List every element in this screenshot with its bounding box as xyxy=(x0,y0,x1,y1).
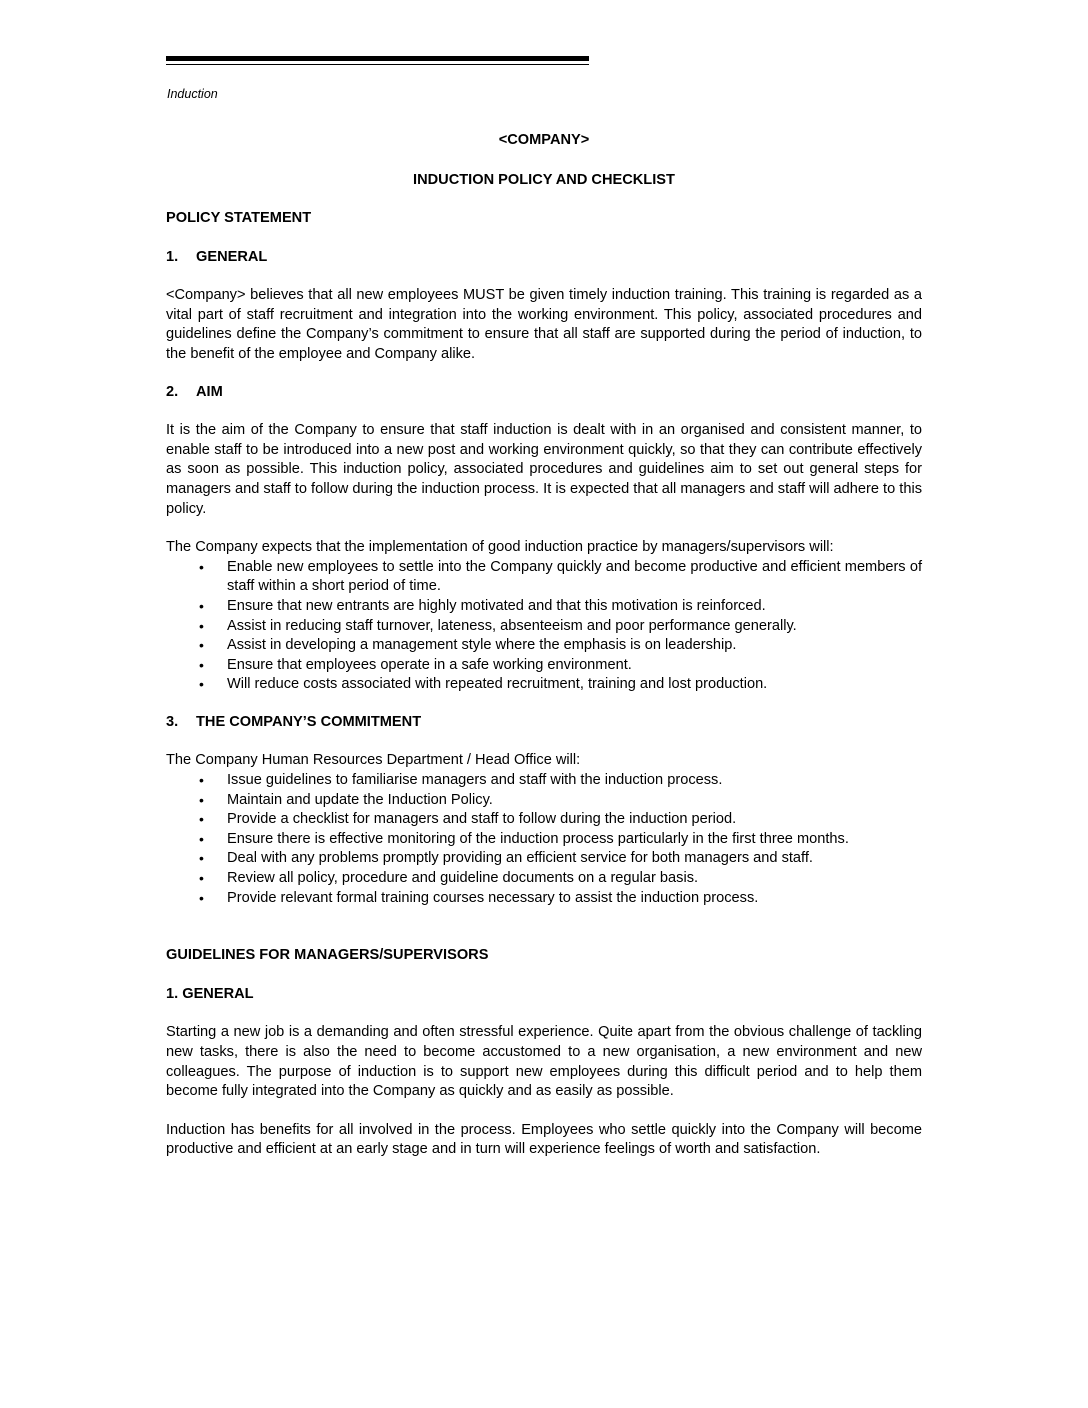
general-paragraph: <Company> believes that all new employees MUST be given timely induction training. This training is regarded as a vital part of staff recruitment and integration into the working environment. This policy, associated procedures and guidelines define the Company’s commitment to ensure that all staff are supported during the period of induction, to the benefit of the employee and Company alike. xyxy=(166,287,922,362)
commitment-bullet-list xyxy=(166,771,922,908)
bullet-icon: • xyxy=(199,597,204,614)
list-item: • Deal with any problems promptly providing an efficient service for both managers and staff. xyxy=(166,849,922,869)
company-title: <COMPANY> xyxy=(498,132,590,148)
policy-statement-heading: POLICY STATEMENT xyxy=(166,210,312,226)
list-item: • Ensure that new entrants are highly motivated and that this motivation is reinforced. xyxy=(166,597,922,617)
document-title: INDUCTION POLICY AND CHECKLIST xyxy=(413,172,675,188)
list-item: • Provide a checklist for managers and staff to follow during the induction period. xyxy=(166,810,922,830)
bullet-icon: • xyxy=(199,850,204,867)
bullet-icon: • xyxy=(199,676,204,693)
aim-paragraph: It is the aim of the Company to ensure that staff induction is dealt with in an organised and consistent manner, to enable staff to be introduced into a new post and working environment quickly, so that they can contribute effectively as soon as possible. This induction policy, associated procedures and guidelines aim to set out general steps for managers and staff to follow during the induction process. It is expected that all managers and staff will adhere to this policy. xyxy=(166,422,922,517)
aim-bullet-list xyxy=(166,558,922,695)
section-number: 1. xyxy=(166,248,179,265)
aim-expects-intro: The Company expects that the implementation of good induction practice by managers/supervisors will: xyxy=(166,539,834,556)
commitment-intro: The Company Human Resources Department / Head Office will: xyxy=(166,752,581,769)
bullet-icon: • xyxy=(199,656,204,673)
list-item: • Will reduce costs associated with repeated recruitment, training and lost production. xyxy=(166,675,922,695)
document-body xyxy=(166,131,922,1160)
bullet-icon: • xyxy=(199,791,204,808)
bullet-icon: • xyxy=(199,772,204,789)
section-title: AIM xyxy=(196,383,223,400)
section-number: 2. xyxy=(166,383,179,400)
section-number: 3. xyxy=(166,713,179,730)
guidelines-paragraph-1: Starting a new job is a demanding and often stressful experience. Quite apart from the obvious challenge of tackling new tasks, there is also the need to become accustomed to a new organisation, a new environment and new colleagues. The purpose of induction is to support new employees during this difficult period and to help them become fully integrated into the Company as quickly and as easily as possible. xyxy=(166,1024,922,1100)
list-item: • Assist in reducing staff turnover, lateness, absenteeism and poor performance generally. xyxy=(166,617,922,637)
guidelines-heading: GUIDELINES FOR MANAGERS/SUPERVISORS xyxy=(166,947,489,964)
list-item: • Ensure that employees operate in a safe working environment. xyxy=(166,656,922,676)
section-general-heading xyxy=(166,248,922,268)
list-item: • Maintain and update the Induction Policy. xyxy=(166,791,922,811)
list-item: • Review all policy, procedure and guideline documents on a regular basis. xyxy=(166,869,922,889)
header-rule-thin xyxy=(166,64,589,65)
guidelines-general-heading: 1. GENERAL xyxy=(166,985,254,1002)
running-header: Induction xyxy=(167,87,218,101)
bullet-icon: • xyxy=(199,637,204,654)
header-rule-thick xyxy=(166,56,589,61)
section-title: THE COMPANY’S COMMITMENT xyxy=(196,713,422,730)
bullet-icon: • xyxy=(199,889,204,906)
bullet-icon: • xyxy=(199,870,204,887)
bullet-icon: • xyxy=(199,558,204,575)
bullet-icon: • xyxy=(199,811,204,828)
bullet-icon: • xyxy=(199,617,204,634)
list-item: • Issue guidelines to familiarise managers and staff with the induction process. xyxy=(166,771,922,791)
section-title: GENERAL xyxy=(196,248,268,265)
bullet-icon: • xyxy=(199,830,204,847)
section-aim-heading xyxy=(166,383,922,403)
section-commitment-heading xyxy=(166,713,922,733)
guidelines-paragraph-2: Induction has benefits for all involved in the process. Employees who settle quickly into the Company will become productive and efficient at an early stage and in turn will experience feelings of worth and satisfaction. xyxy=(166,1121,922,1158)
list-item: • Provide relevant formal training courses necessary to assist the induction process. xyxy=(166,889,922,909)
list-item: • Enable new employees to settle into the Company quickly and become productive and efficient members of staff within a short period of time. xyxy=(199,558,922,595)
list-item: • Assist in developing a management style where the emphasis is on leadership. xyxy=(166,636,922,656)
list-item: • Ensure there is effective monitoring of the induction process particularly in the first three months. xyxy=(166,830,922,850)
